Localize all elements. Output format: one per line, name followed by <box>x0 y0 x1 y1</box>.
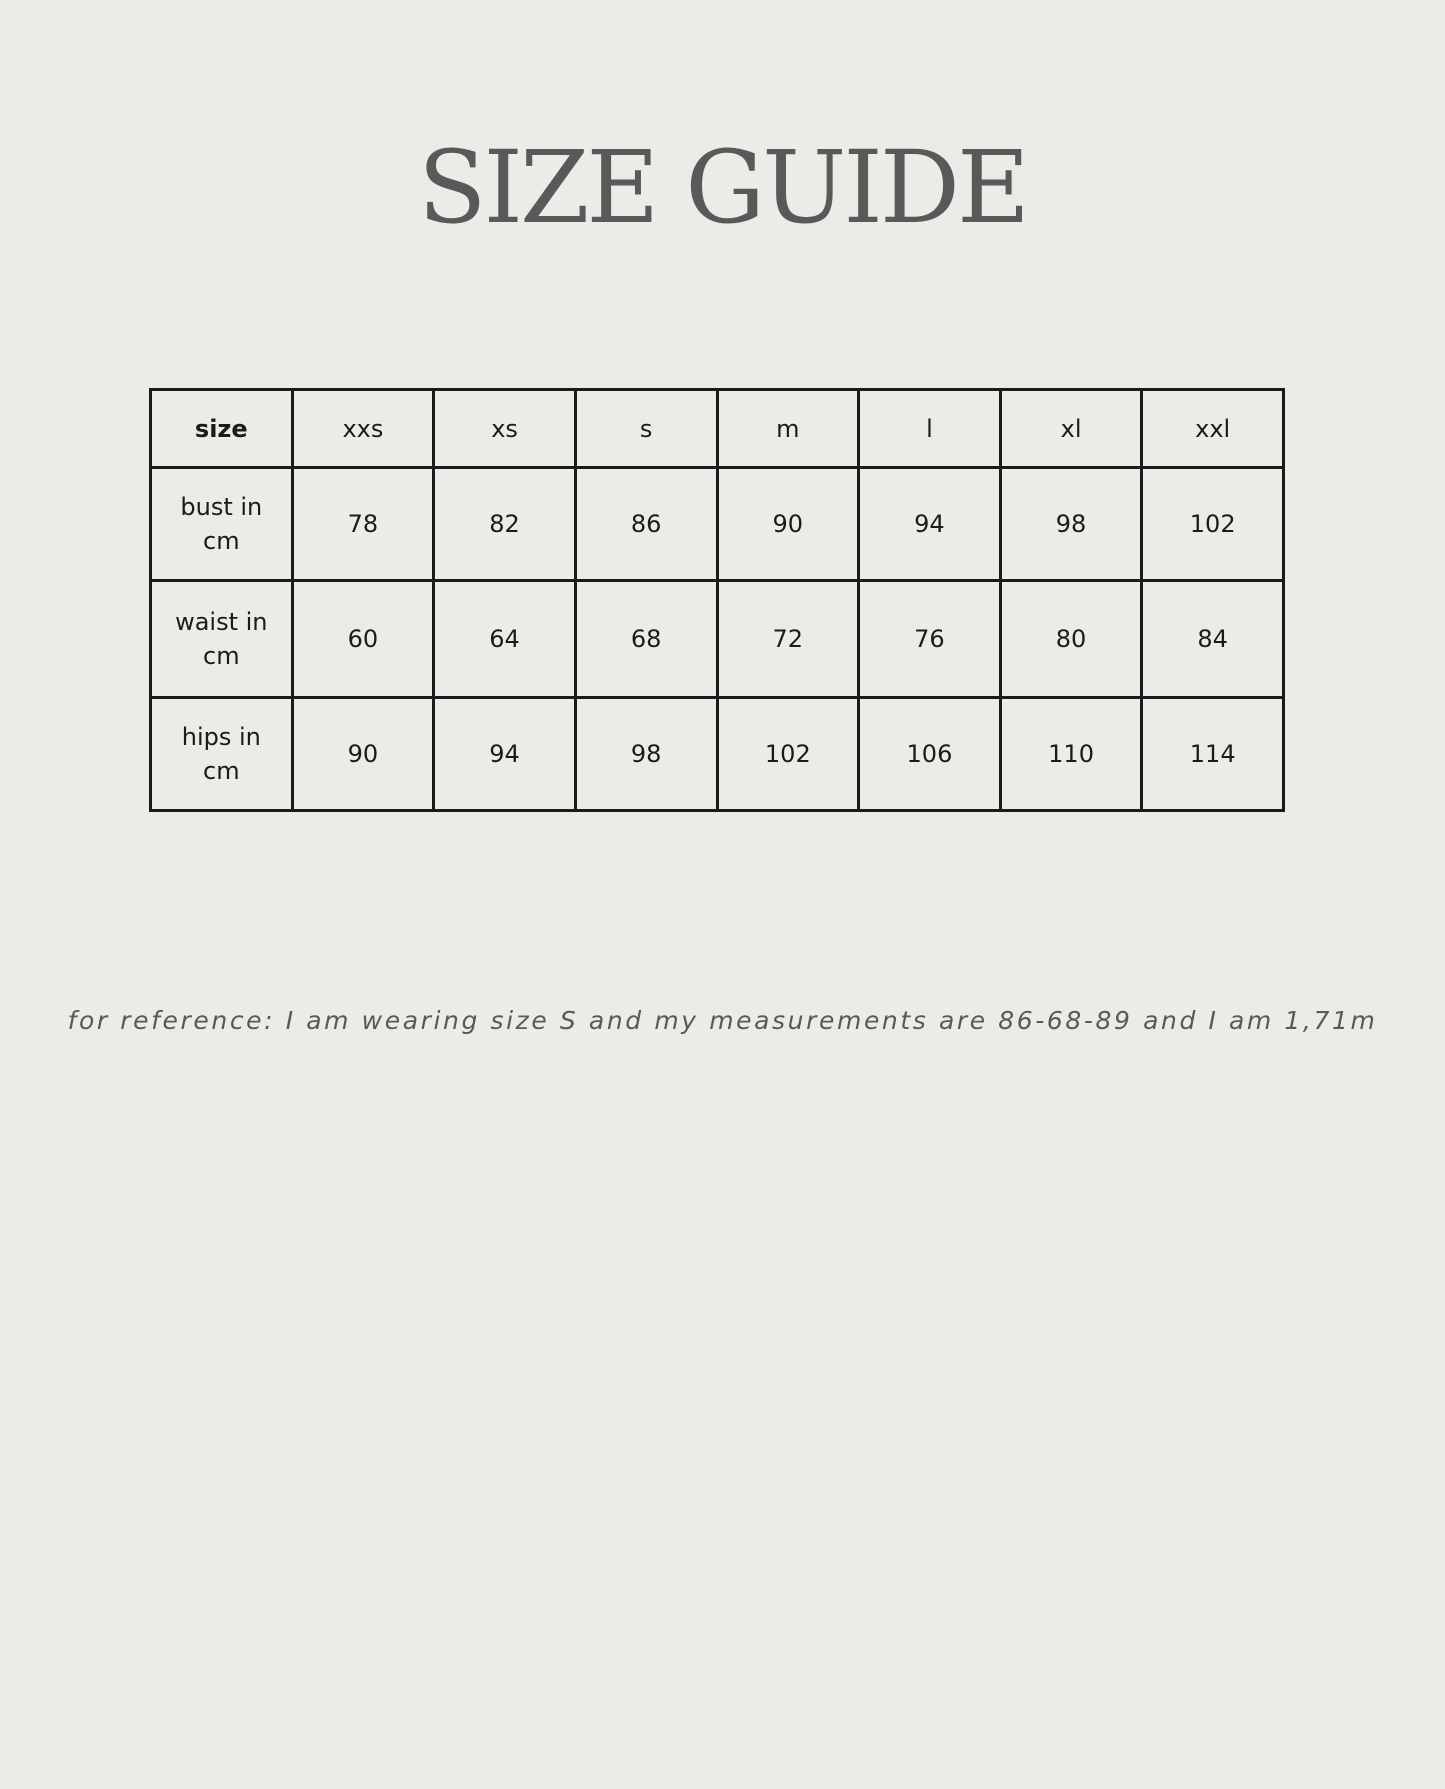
table-cell: 76 <box>859 581 1001 698</box>
table-cell: 78 <box>292 468 434 581</box>
header-cell-xl: xl <box>1000 390 1142 468</box>
table-cell: 86 <box>575 468 717 581</box>
table-cell: 114 <box>1142 698 1284 811</box>
table-cell: 110 <box>1000 698 1142 811</box>
table-row-bust <box>151 468 1284 581</box>
table-cell: 98 <box>1000 468 1142 581</box>
table-cell: 84 <box>1142 581 1284 698</box>
table-cell: 80 <box>1000 581 1142 698</box>
header-cell-s: s <box>575 390 717 468</box>
table-row-waist <box>151 581 1284 698</box>
table-cell: 94 <box>859 468 1001 581</box>
size-table <box>149 388 1285 812</box>
table-header-row <box>151 390 1284 468</box>
header-cell-xxs: xxs <box>292 390 434 468</box>
row-label-waist: waist in cm <box>151 581 293 698</box>
table-cell: 82 <box>434 468 576 581</box>
table-cell: 102 <box>1142 468 1284 581</box>
table-cell: 72 <box>717 581 859 698</box>
row-label-hips: hips in cm <box>151 698 293 811</box>
table-cell: 90 <box>717 468 859 581</box>
header-cell-l: l <box>859 390 1001 468</box>
table-cell: 60 <box>292 581 434 698</box>
header-cell-m: m <box>717 390 859 468</box>
table-cell: 94 <box>434 698 576 811</box>
page-title: SIZE GUIDE <box>417 129 1028 246</box>
table-cell: 90 <box>292 698 434 811</box>
table-cell: 68 <box>575 581 717 698</box>
reference-note: for reference: I am wearing size S and my measurements are 86-68-89 and I am 1,71m <box>67 1006 1378 1035</box>
table-cell: 106 <box>859 698 1001 811</box>
header-cell-size: size <box>151 390 293 468</box>
table-cell: 98 <box>575 698 717 811</box>
table-cell: 102 <box>717 698 859 811</box>
header-cell-xxl: xxl <box>1142 390 1284 468</box>
table-cell: 64 <box>434 581 576 698</box>
table-row-hips <box>151 698 1284 811</box>
header-cell-xs: xs <box>434 390 576 468</box>
row-label-bust: bust in cm <box>151 468 293 581</box>
